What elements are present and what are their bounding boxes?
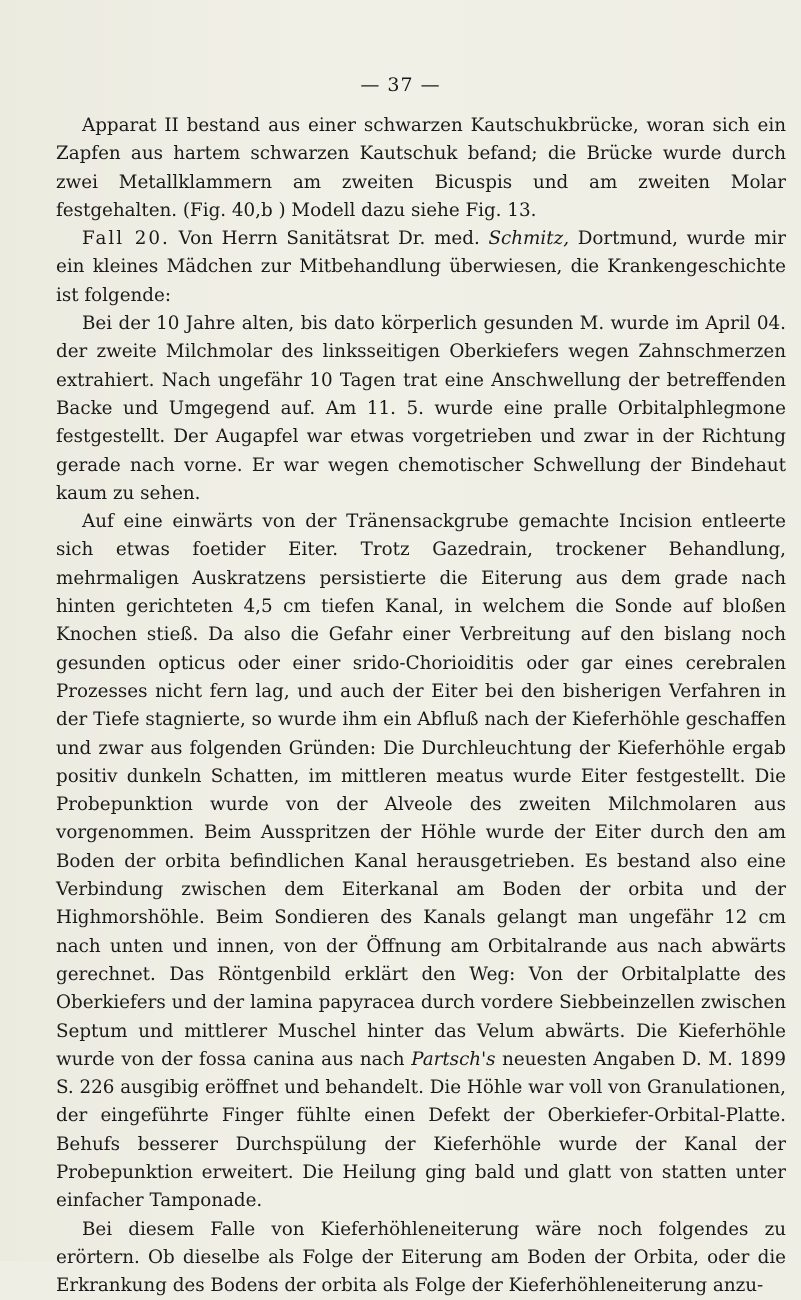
treatment-text-rest: neuesten Angaben D. M. 1899 S. 226 ausgibig eröffnet und behandelt. Die Höhle war voll von Granulationen, der eingeführte Finger fühlte einen Defekt der Oberkiefer-Orbital-Platte. Behufs besserer Durchspülung der Kieferhöhle wurde der Kanal der Probepunktion erweitert. Die Heilung ging bald und glatt von statten unter einfacher Tamponade. <box>56 1048 786 1212</box>
case-intro-text-rest: Dortmund, wurde mir ein kleines Mädchen zur Mitbehandlung überwiesen, die Krankengeschichte ist folgende: <box>56 228 786 306</box>
body-text <box>56 112 786 1300</box>
case-intro-text: Von Herrn Sanitätsrat Dr. med. <box>169 228 489 250</box>
case-number: Fall 20. <box>82 228 170 250</box>
paragraph-history: Bei der 10 Jahre alten, bis dato körperlich gesunden M. wurde im April 04. der zweite Milchmolar des linksseitigen Oberkiefers wegen Zahnschmerzen extrahiert. Nach ungefähr 10 Tagen trat eine Anschwellung der betreffenden Backe und Umgegend auf. Am 11. 5. wurde eine pralle Orbitalphlegmone festgestellt. Der Augapfel war etwas vorgetrieben und zwar in der Richtung gerade nach vorne. Er war wegen chemotischer Schwellung der Bindehaut kaum zu sehen. <box>56 313 786 504</box>
author-name: Schmitz, <box>488 228 570 250</box>
paragraph-treatment <box>56 508 786 1215</box>
paragraph-discussion: Bei diesem Falle von Kieferhöhleneiterung wäre noch folgendes zu erörtern. Ob dieselbe als Folge der Eiterung am Boden der Orbita, oder die Erkrankung des Bodens der orbita als Folge der Kieferhöhleneiterung anzu- <box>56 1218 786 1297</box>
treatment-text: Auf eine einwärts von der Tränensackgrube gemachte Incision entleerte sich etwas foetider Eiter. Trotz Gazedrain, trockener Behandlung, mehrmaligen Auskratzens persistierte die Eiterung aus dem grade nach hinten gerichteten 4,5 cm tiefen Kanal, in welchem die Sonde auf bloßen Knochen stieß. Da also die Gefahr einer Verbreitung auf den bislang noch gesunden opticus oder einer srido-Chorioiditis oder gar eines cerebralen Prozesses nicht fern lag, und auch der Eiter bei den bisherigen Verfahren in der Tiefe stagnierte, so wurde ihm ein Abfluß nach der Kieferhöhle geschaffen und zwar aus folgenden Gründen: Die Durchleuchtung der Kieferhöhle ergab positiv dunkeln Schatten, im mittleren meatus wurde Eiter festgestellt. Die Probepunktion wurde von der Alveole des zweiten Milchmolaren aus vorgenommen. Beim Ausspritzen der Höhle wurde der Eiter durch den am Boden der orbita befindlichen Kanal herausgetrieben. Es bestand also eine Verbindung zwischen dem Eiterkanal am Boden der orbita und der Highmorshöhle. Beim Sondieren des Kanals gelangt man ungefähr 12 cm nach unten und innen, von der Öffnung am Orbitalrande aus nach abwärts gerechnet. Das Röntgenbild erklärt den Weg: Von der Orbitalplatte des Oberkiefers und der lamina papyracea durch vordere Siebbeinzellen zwischen Septum und mittlerer Muschel hinter das Velum abwärts. Die Kieferhöhle wurde von der fossa canina aus nach <box>56 511 786 1070</box>
paragraph-case-intro <box>56 225 786 310</box>
paragraph-apparat: Apparat II bestand aus einer schwarzen Kautschukbrücke, woran sich ein Zapfen aus hartem schwarzen Kautschuk befand; die Brücke wurde durch zwei Metallklammern am zweiten Bicuspis und am zweiten Molar festgehalten. (Fig. 40,b ) Modell dazu siehe Fig. 13. <box>56 115 786 221</box>
page-number: — 37 — <box>360 74 441 96</box>
reference-name: Partsch's <box>411 1048 496 1070</box>
